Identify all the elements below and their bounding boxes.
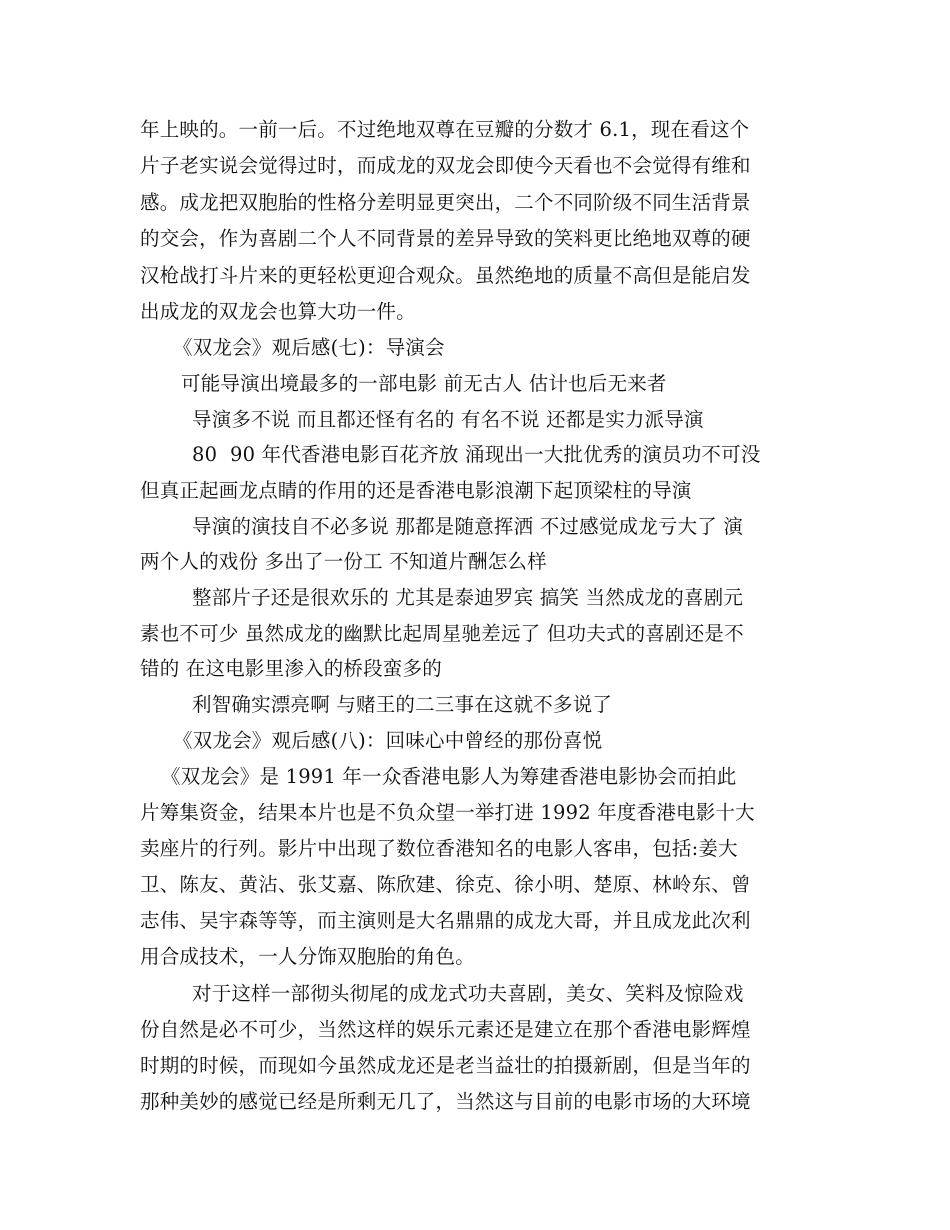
- text-line: 出成龙的双龙会也算大功一件。: [140, 300, 416, 323]
- section-heading: 《双龙会》观后感(八)：回味心中曾经的那份喜悦: [173, 729, 603, 752]
- text-line: 卫、陈友、黄沾、张艾嘉、陈欣建、徐克、徐小明、楚原、林岭东、曾: [140, 873, 751, 896]
- text-line: 导演多不说 而且都还怪有名的 有名不说 还都是实力派导演: [192, 408, 704, 431]
- text-line: 整部片子还是很欢乐的 尤其是泰迪罗宾 搞笑 当然成龙的喜剧元: [192, 586, 744, 609]
- text-line: 时期的时候，而现如今虽然成龙还是老当益壮的拍摄新剧，但是当年的: [140, 1054, 751, 1077]
- text-line: 年上映的。一前一后。不过绝地双尊在豆瓣的分数才 6.1，现在看这个: [140, 118, 750, 141]
- text-line: 利智确实漂亮啊 与赌王的二三事在这就不多说了: [192, 693, 613, 716]
- text-line: 但真正起画龙点睛的作用的还是香港电影浪潮下起顶梁柱的导演: [140, 479, 692, 502]
- text-line: 卖座片的行列。影片中出现了数位香港知名的电影人客串，包括:姜大: [140, 837, 738, 860]
- text-line: 80 90 年代香港电影百花齐放 涌现出一大批优秀的演员功不可没: [192, 443, 761, 466]
- text-line: 汉枪战打斗片来的更轻松更迎合观众。虽然绝地的质量不高但是能启发: [140, 264, 751, 287]
- text-line: 感。成龙把双胞胎的性格分差明显更突出，二个不同阶级不同生活背景: [140, 191, 751, 214]
- text-line: 《双龙会》是 1991 年一众香港电影人为筹建香港电影协会而拍此: [161, 765, 737, 788]
- text-line: 素也不可少 虽然成龙的幽默比起周星驰差远了 但功夫式的喜剧还是不: [140, 622, 744, 645]
- text-line: 片筹集资金，结果本片也是不负众望一举打进 1992 年度香港电影十大: [140, 801, 755, 824]
- text-line: 份自然是必不可少，当然这样的娱乐元素还是建立在那个香港电影辉煌: [140, 1018, 751, 1041]
- text-line: 可能导演出境最多的一部电影 前无古人 估计也后无来者: [181, 372, 667, 395]
- text-line: 两个人的戏份 多出了一份工 不知道片酬怎么样: [140, 550, 547, 573]
- text-line: 错的 在这电影里渗入的桥段蛮多的: [140, 657, 442, 680]
- text-line: 志伟、吴宇森等等，而主演则是大名鼎鼎的成龙大哥，并且成龙此次利: [140, 909, 751, 932]
- text-line: 导演的演技自不必多说 那都是随意挥洒 不过感觉成龙亏大了 演: [192, 515, 744, 538]
- text-line: 那种美妙的感觉已经是所剩无几了，当然这与目前的电影市场的大环境: [140, 1090, 751, 1113]
- text-line: 片子老实说会觉得过时，而成龙的双龙会即使今天看也不会觉得有维和: [140, 154, 751, 177]
- section-heading: 《双龙会》观后感(七)：导演会: [173, 336, 445, 359]
- text-line: 对于这样一部彻头彻尾的成龙式功夫喜剧，美女、笑料及惊险戏: [192, 982, 744, 1005]
- text-line: 用合成技术，一人分饰双胞胎的角色。: [140, 945, 475, 968]
- text-line: 的交会，作为喜剧二个人不同背景的差异导致的笑料更比绝地双尊的硬: [140, 227, 751, 250]
